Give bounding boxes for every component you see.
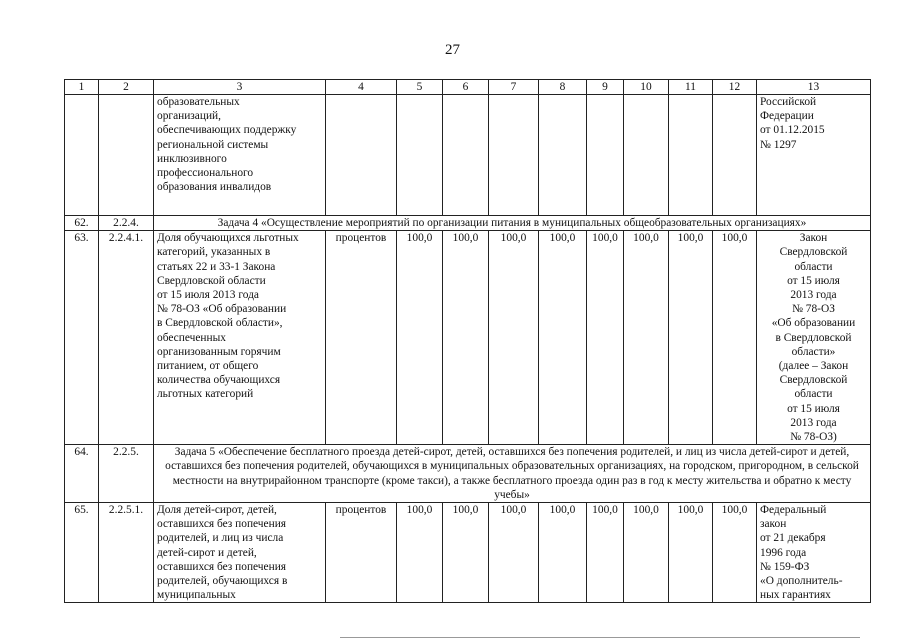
cell-task: Задача 5 «Обеспечение бесплатного проезда детей-сирот, детей, оставшихся без попечения родителей, и лиц из числа детей-сирот и детей, оставшихся без попечения родителей, обучающихся в муниципальных образовательных организациях, на городском, пригородном, в сельской местности на внутрирайонном транспорте (кроме такси), а также бесплатного проезда один раз в год к месту жительства и обратно к месту учебы»	[154, 445, 871, 503]
header-cell: 12	[713, 80, 757, 95]
cell-unit: процентов	[326, 231, 397, 445]
cell-num	[65, 95, 99, 216]
cell-legal-basis: Российской Федерации от 01.12.2015 № 1297	[757, 95, 871, 216]
cell-value: 100,0	[713, 231, 757, 445]
header-cell: 5	[397, 80, 443, 95]
cell-task: Задача 4 «Осуществление мероприятий по организации питания в муниципальных общеобразовательных организациях»	[154, 216, 871, 231]
cell-code	[99, 95, 154, 216]
header-row	[65, 80, 871, 95]
cell-description: образовательных организаций, обеспечивающих поддержку региональной системы инклюзивного профессионального образования инвалидов	[154, 95, 326, 216]
cell-value: 100,0	[713, 503, 757, 603]
header-cell: 9	[587, 80, 624, 95]
header-cell: 1	[65, 80, 99, 95]
cell-value: 100,0	[587, 231, 624, 445]
header-cell: 10	[624, 80, 669, 95]
cell-value: 100,0	[669, 503, 713, 603]
table-row-62	[65, 216, 871, 231]
cell-code: 2.2.4.1.	[99, 231, 154, 445]
table-row-64	[65, 445, 871, 503]
cell-num: 65.	[65, 503, 99, 603]
table-row-63	[65, 231, 871, 445]
cell-value: 100,0	[669, 231, 713, 445]
cell-value: 100,0	[624, 231, 669, 445]
cell-value	[624, 95, 669, 216]
cell-value: 100,0	[539, 231, 587, 445]
cell-legal-basis: Федеральный закон от 21 декабря 1996 года № 159-ФЗ «О дополнитель- ных гарантиях	[757, 503, 871, 603]
cell-value: 100,0	[624, 503, 669, 603]
cell-description: Доля детей-сирот, детей, оставшихся без попечения родителей, и лиц из числа детей-сирот и детей, оставшихся без попечения родителей, обучающихся в муниципальных	[154, 503, 326, 603]
cell-value: 100,0	[587, 503, 624, 603]
header-cell: 13	[757, 80, 871, 95]
cell-value: 100,0	[443, 503, 489, 603]
indicators-table	[64, 79, 871, 603]
cell-value	[539, 95, 587, 216]
cell-num: 62.	[65, 216, 99, 231]
cell-legal-basis: Закон Свердловской области от 15 июля 2013 года № 78-ОЗ «Об образовании в Свердловской области» (далее – Закон Свердловской области от 15 июля 2013 года № 78-ОЗ)	[757, 231, 871, 445]
header-cell: 2	[99, 80, 154, 95]
header-cell: 4	[326, 80, 397, 95]
cell-value: 100,0	[397, 503, 443, 603]
cell-value	[489, 95, 539, 216]
header-cell: 6	[443, 80, 489, 95]
cell-value	[669, 95, 713, 216]
cell-value	[443, 95, 489, 216]
cell-value: 100,0	[489, 231, 539, 445]
header-cell: 8	[539, 80, 587, 95]
page-number: 27	[445, 42, 460, 58]
scan-edge-line	[340, 637, 860, 638]
cell-num: 64.	[65, 445, 99, 503]
cell-unit: процентов	[326, 503, 397, 603]
header-cell: 3	[154, 80, 326, 95]
cell-value	[713, 95, 757, 216]
header-cell: 11	[669, 80, 713, 95]
cell-num: 63.	[65, 231, 99, 445]
cell-value	[587, 95, 624, 216]
cell-value: 100,0	[489, 503, 539, 603]
cell-code: 2.2.4.	[99, 216, 154, 231]
cell-code: 2.2.5.1.	[99, 503, 154, 603]
cell-code: 2.2.5.	[99, 445, 154, 503]
cell-value: 100,0	[539, 503, 587, 603]
cell-value	[397, 95, 443, 216]
table-row-continuation	[65, 95, 871, 216]
header-cell: 7	[489, 80, 539, 95]
cell-description: Доля обучающихся льготных категорий, указанных в статьях 22 и 33-1 Закона Свердловской области от 15 июля 2013 года № 78-ОЗ «Об образовании в Свердловской области», обеспеченных организованным горячим питанием, от общего количества обучающихся льготных категорий	[154, 231, 326, 445]
table-row-65	[65, 503, 871, 603]
cell-value: 100,0	[443, 231, 489, 445]
cell-unit	[326, 95, 397, 216]
cell-value: 100,0	[397, 231, 443, 445]
